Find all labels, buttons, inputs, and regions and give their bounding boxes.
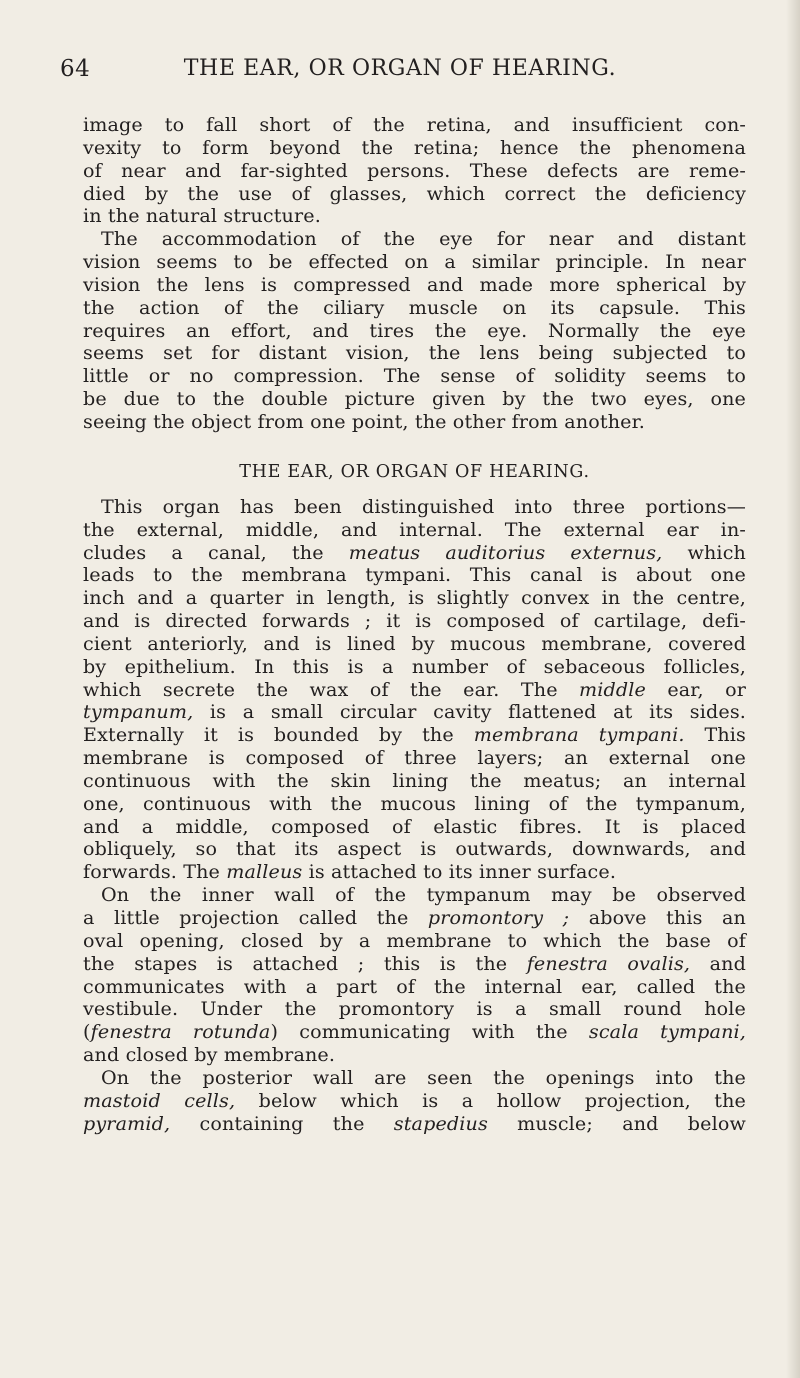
text-line: membrane is composed of three layers; an external one — [83, 746, 746, 770]
paragraph-3 — [83, 496, 746, 884]
text-line: of near and far-sighted persons. These defects are reme- — [83, 158, 746, 182]
text-line: (fenestra rotunda) communicating with the scala tympani, — [83, 1020, 746, 1044]
text-line: vestibule. Under the promontory is a small round hole — [83, 997, 746, 1021]
text-line: and a middle, composed of elastic fibres. It is placed — [83, 814, 746, 838]
text-line: continuous with the skin lining the meatus; an internal — [83, 768, 746, 792]
text-line: by epithelium. In this is a number of sebaceous follicles, — [83, 654, 746, 678]
text-line: forwards. The malleus is attached to its inner surface. — [83, 860, 617, 884]
text-line: oval opening, closed by a membrane to which the base of — [83, 928, 746, 952]
text-line: image to fall short of the retina, and insufficient con- — [83, 113, 746, 136]
section-heading: THE EAR, OR ORGAN OF HEARING. — [239, 461, 590, 482]
text-line: be due to the double picture given by the two eyes, one — [83, 387, 746, 411]
text-line: the action of the ciliary muscle on its capsule. This — [83, 295, 746, 319]
text-line: Externally it is bounded by the membrana tympani. This — [83, 723, 746, 747]
text-line: and closed by membrane. — [83, 1043, 336, 1067]
text-line: a little projection called the promontory ; above this an — [83, 906, 746, 929]
text-line: cient anteriorly, and is lined by mucous membrane, covered — [83, 631, 746, 655]
text-line: vision seems to be effected on a similar principle. In near — [83, 250, 746, 274]
text-line: the stapes is attached ; this is the fenestra ovalis, and — [83, 951, 746, 975]
page-header — [60, 56, 740, 90]
text-line: one, continuous with the mucous lining of the tympanum, — [83, 791, 746, 815]
text-line: cludes a canal, the meatus auditorius externus, which — [83, 540, 746, 564]
text-line: died by the use of glasses, which correct the deficiency — [83, 181, 746, 205]
page-edge-shadow — [786, 0, 800, 1378]
text-line: pyramid, containing the stapedius muscle; and below — [83, 1111, 747, 1135]
page-number: 64 — [60, 56, 91, 82]
text-line: vision the lens is compressed and made more spherical by — [83, 272, 746, 296]
paragraph-1 — [83, 114, 746, 228]
text-line: communicates with a part of the internal ear, called the — [83, 974, 746, 998]
body-text — [83, 114, 746, 1135]
text-line: little or no compression. The sense of solidity seems to — [83, 364, 746, 388]
text-line: in the natural structure. — [83, 204, 321, 228]
text-line: leads to the membrana tympani. This canal is about one — [83, 563, 746, 587]
text-line: which secrete the wax of the ear. The middle ear, or — [83, 677, 746, 701]
text-line: vexity to form beyond the retina; hence the phenomena — [83, 135, 746, 159]
running-title: THE EAR, OR ORGAN OF HEARING. — [183, 56, 617, 81]
paragraph-5 — [83, 1067, 746, 1136]
text-line: This organ has been distinguished into three portions— — [101, 494, 746, 518]
text-line: and is directed forwards ; it is composed of cartilage, defi- — [83, 609, 746, 633]
text-line: mastoid cells, below which is a hollow projection, the — [83, 1088, 746, 1112]
text-line: On the posterior wall are seen the openings into the — [101, 1065, 746, 1089]
section-gap — [83, 434, 746, 458]
text-line: The accommodation of the eye for near and distant — [101, 227, 746, 251]
text-line: inch and a quarter in length, is slightly convex in the centre, — [83, 586, 746, 610]
text-line: On the inner wall of the tympanum may be observed — [101, 883, 746, 907]
paragraph-2 — [83, 228, 746, 434]
paragraph-4 — [83, 884, 746, 1067]
text-line: requires an effort, and tires the eye. Normally the eye — [83, 318, 746, 342]
text-line: obliquely, so that its aspect is outwards, downwards, and — [83, 837, 746, 861]
text-line: seems set for distant vision, the lens being subjected to — [83, 341, 746, 365]
text-line: seeing the object from one point, the other from another. — [83, 409, 646, 433]
text-line: tympanum, is a small circular cavity flattened at its sides. — [83, 700, 746, 724]
text-line: the external, middle, and internal. The external ear in- — [83, 517, 746, 541]
